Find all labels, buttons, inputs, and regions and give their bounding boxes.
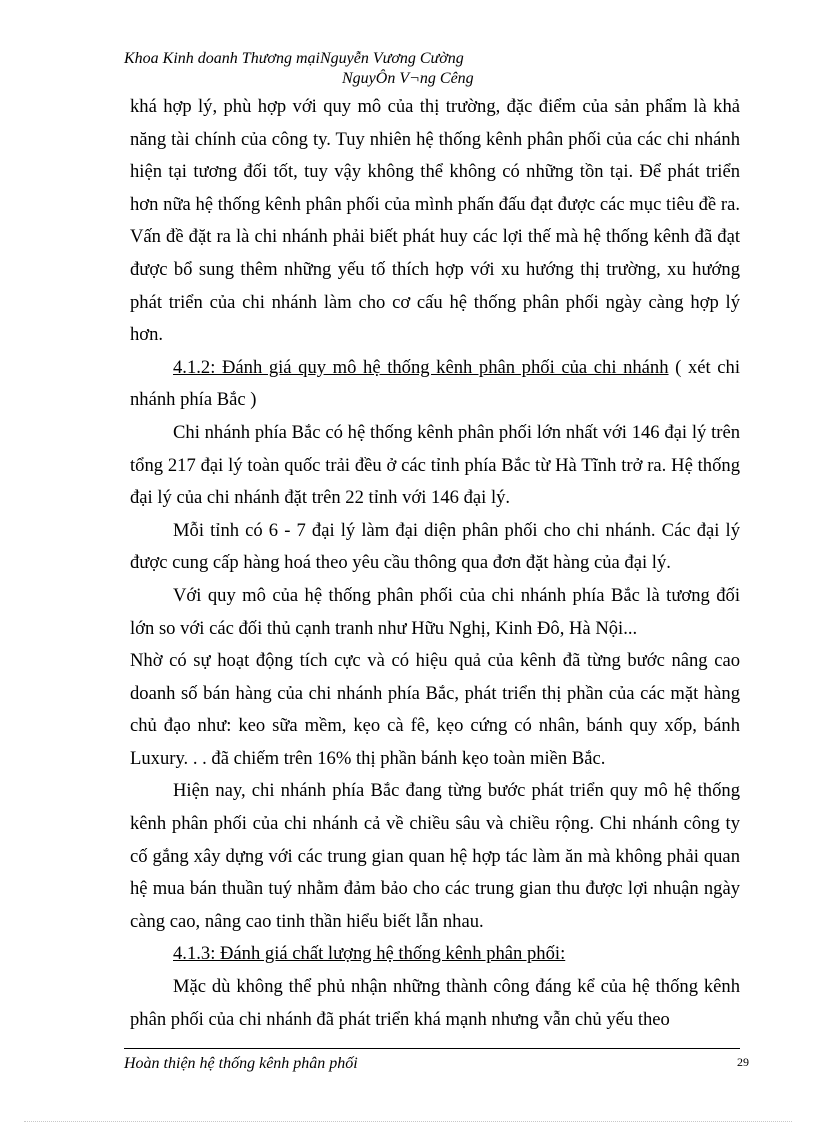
section-title: 4.1.3: Đánh giá chất lượng hệ thống kênh phân phối: [173, 943, 566, 965]
paragraph: Nhờ có sự hoạt động tích cực và có hiệu quả của kênh đã từng bước nâng cao doanh số bán hàng của chi nhánh phía Bắc, phát triển thị phần của các mặt hàng chủ đạo như: keo sữa mềm, kẹo cà fê, kẹo cứng có nhân, bánh quy xốp, bánh Luxury. . . đã chiếm trên 16% thị phần bánh kẹo toàn miền Bắc. [130, 650, 740, 769]
section-title-suffix: ( xét chi nhánh phía Bắc ) [130, 356, 740, 411]
paragraph: Chi nhánh phía Bắc có hệ thống kênh phân phối lớn nhất với 146 đại lý trên tổng 217 đại lý toàn quốc trải đều ở các tỉnh phía Bắc từ Hà Tĩnh trở ra. Hệ thống đại lý của chi nhánh đặt trên 22 tỉnh với 146 đại lý. [130, 421, 740, 509]
section-heading-4-1-2 [130, 352, 740, 417]
paragraph: Mỗi tỉnh có 6 - 7 đại lý làm đại diện phân phối cho chi nhánh. Các đại lý được cung cấp hàng hoá theo yêu cầu thông qua đơn đặt hàng của đại lý. [130, 519, 740, 574]
footer-divider [124, 1048, 740, 1049]
document-body [130, 91, 740, 1036]
paragraph: Mặc dù không thể phủ nhận những thành công đáng kể của hệ thống kênh phân phối của chi nhánh đã phát triển khá mạnh nhưng vẫn chủ yếu theo [130, 976, 740, 1030]
paragraph: Hiện nay, chi nhánh phía Bắc đang từng bước phát triển quy mô hệ thống kênh phân phối của chi nhánh cả về chiều sâu và chiều rộng. Chi nhánh công ty cố gắng xây dựng với các trung gian quan hệ hợp tác làm ăn mà không phải quan hệ mua bán thuần tuý nhằm đảm bảo cho các trung gian thu được lợi nhuận ngày càng cao, nâng cao tinh thần hiểu biết lẫn nhau. [130, 780, 740, 932]
section-title: 4.1.2: Đánh giá quy mô hệ thống kênh phân phối của chi nhánh [173, 356, 669, 378]
footer-title: Hoàn thiện hệ thống kênh phân phối [124, 1055, 358, 1072]
header-line-2: NguyÔn V¬ng Cêng [342, 70, 474, 87]
page-header [124, 49, 744, 89]
paragraph: Với quy mô của hệ thống phân phối của chi nhánh phía Bắc là tương đối lớn so với các đối thủ cạnh tranh như Hữu Nghị, Kinh Đô, Hà Nội... [130, 584, 740, 639]
page-number: 29 [737, 1055, 749, 1069]
section-heading-4-1-3 [130, 938, 740, 971]
header-line-1: Khoa Kinh doanh Thương mạiNguyễn Vương Cường [124, 50, 464, 67]
paragraph: khá hợp lý, phù hợp với quy mô của thị trường, đặc điểm của sản phẩm là khả năng tài chính của công ty. Tuy nhiên hệ thống kênh phân phối của các chi nhánh hiện tại tương đối tốt, tuy vậy không thể không có những tồn tại. Để phát triển hơn nữa hệ thống kênh phân phối của mình phấn đấu đạt được các mục tiêu đề ra. Vấn đề đặt ra là chi nhánh phải biết phát huy các lợi thế mà hệ thống kênh đã đạt được bổ sung thêm những yếu tố thích hợp với xu hướng thị trường, xu hướng phát triển của chi nhánh làm cho cơ cấu hệ thống phân phối ngày càng hợp lý hơn. [130, 96, 740, 346]
page-bottom-edge [24, 1121, 792, 1122]
